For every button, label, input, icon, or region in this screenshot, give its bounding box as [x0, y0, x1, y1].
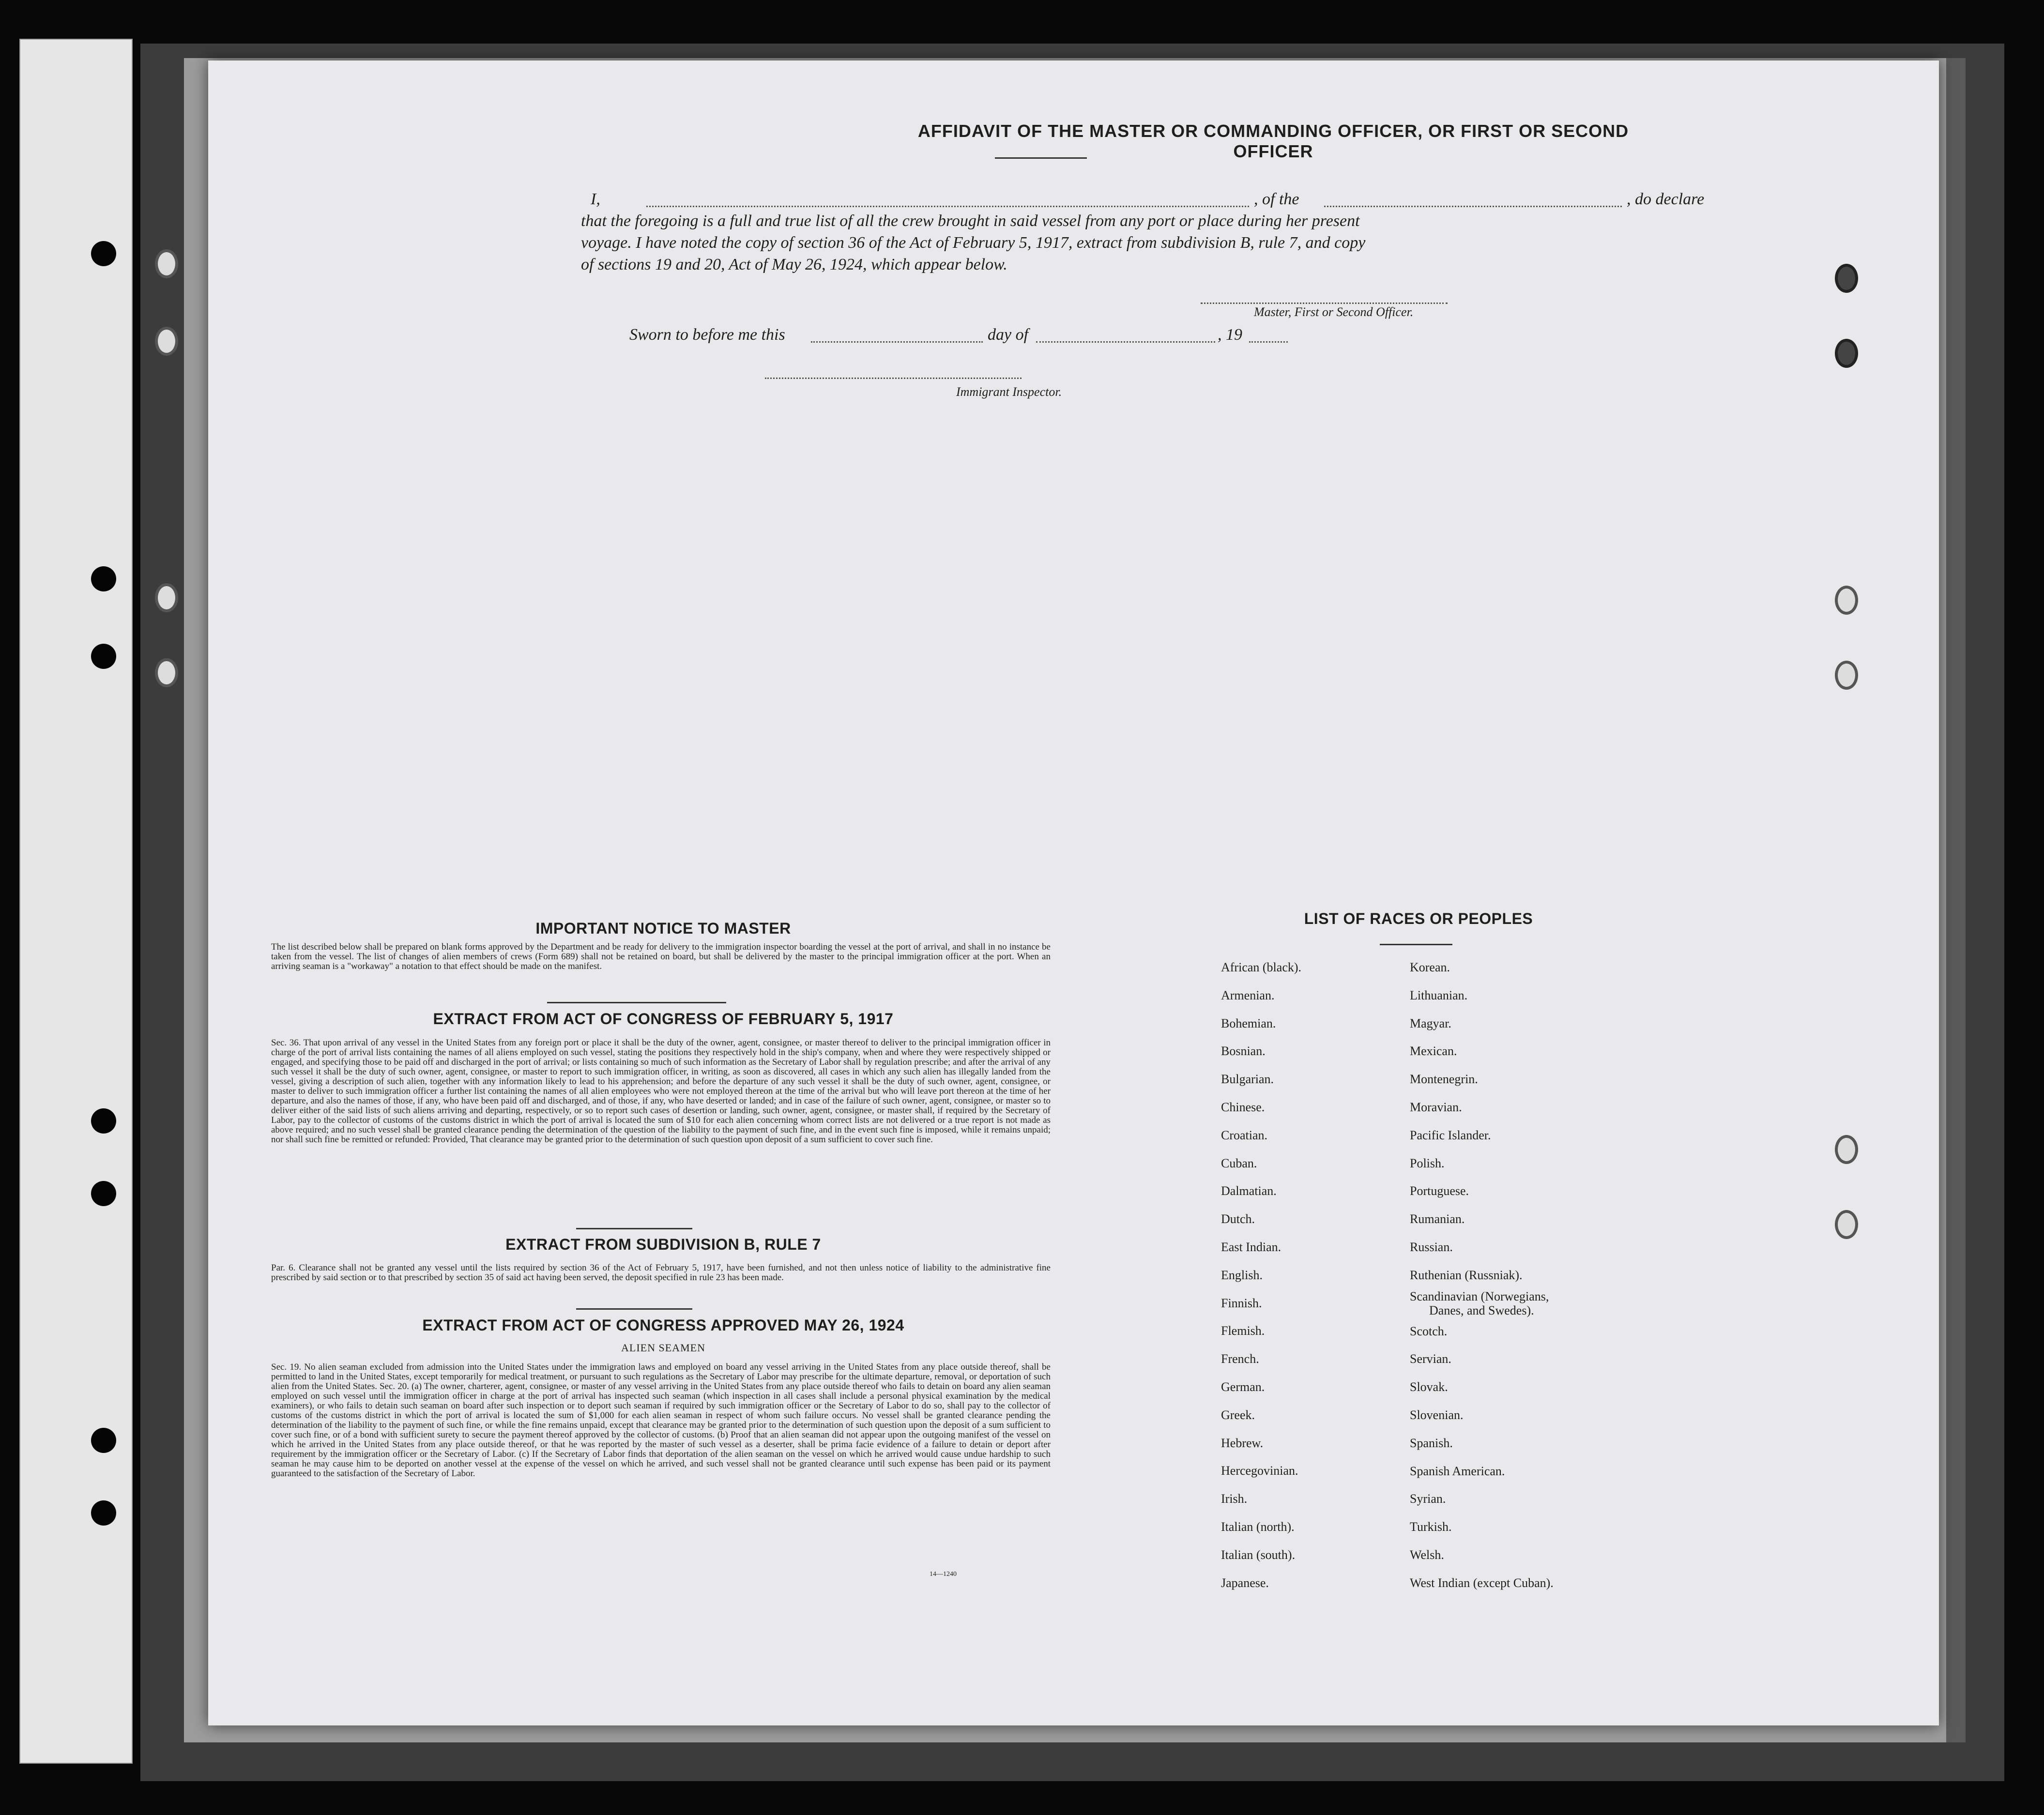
of-the-label: , of the	[1254, 190, 1299, 208]
inspector-caption: Immigrant Inspector.	[956, 385, 1062, 399]
ring-hole	[1835, 339, 1858, 368]
race-item: Finnish.	[1221, 1296, 1262, 1310]
race-item: Irish.	[1221, 1492, 1248, 1506]
declarant-label: I,	[591, 190, 600, 208]
binder-hole	[91, 1108, 116, 1134]
race-item: Hebrew.	[1221, 1436, 1264, 1450]
race-item: Welsh.	[1410, 1547, 1444, 1562]
subdivision-b-title: EXTRACT FROM SUBDIVISION B, RULE 7	[505, 1236, 821, 1253]
sworn-label: Sworn to before me this	[629, 326, 785, 344]
vessel-name-field[interactable]	[1324, 206, 1622, 207]
race-item: French.	[1221, 1352, 1259, 1366]
ring-hole	[1835, 1210, 1858, 1239]
ring-hole	[155, 583, 178, 612]
sworn-month-field[interactable]	[1036, 341, 1215, 343]
race-item: English.	[1221, 1268, 1263, 1282]
race-item: Syrian.	[1410, 1492, 1446, 1506]
race-item: Hercegovinian.	[1221, 1464, 1298, 1478]
notice-title: IMPORTANT NOTICE TO MASTER	[535, 920, 791, 937]
race-item: Spanish American.	[1410, 1464, 1505, 1478]
race-item: Polish.	[1410, 1156, 1445, 1170]
race-item: Magyar.	[1410, 1016, 1451, 1030]
do-declare-label: , do declare	[1627, 190, 1705, 208]
race-item: Moravian.	[1410, 1100, 1462, 1114]
race-item: Turkish.	[1410, 1520, 1452, 1534]
race-item: Lithuanian.	[1410, 988, 1468, 1002]
race-item: Portuguese.	[1410, 1184, 1469, 1198]
binder-hole	[91, 644, 116, 669]
race-item: Greek.	[1221, 1407, 1255, 1422]
ring-hole	[1835, 586, 1858, 615]
race-item: East Indian.	[1221, 1240, 1281, 1254]
race-item: Scotch.	[1410, 1324, 1448, 1338]
binder-hole	[91, 1181, 116, 1206]
race-item: Croatian.	[1221, 1128, 1268, 1142]
affidavit-text-line: that the foregoing is a full and true list of all the crew brought in said vessel from any port or place during her present	[581, 212, 1360, 230]
race-item: Japanese.	[1221, 1575, 1269, 1590]
inspector-signature-field[interactable]	[765, 378, 1022, 379]
race-item: African (black).	[1221, 960, 1302, 974]
extract-1917-title: EXTRACT FROM ACT OF CONGRESS OF FEBRUARY 5, 1917	[433, 1010, 894, 1028]
affidavit-title: AFFIDAVIT OF THE MASTER OR COMMANDING OFFICER, OR FIRST OR SECOND OFFICER	[917, 121, 1629, 161]
section-rule	[576, 1308, 692, 1310]
binder-strip	[19, 39, 133, 1764]
race-item: Ruthenian (Russniak).	[1410, 1268, 1523, 1282]
race-item: Spanish.	[1410, 1436, 1453, 1450]
race-item: Dalmatian.	[1221, 1184, 1277, 1198]
race-item: Danes, and Swedes).	[1429, 1303, 1534, 1317]
races-title-rule	[1380, 944, 1452, 945]
section-rule	[547, 1002, 726, 1003]
title-rule	[995, 157, 1087, 159]
races-list-left	[1221, 953, 1301, 1597]
race-item: Italian (south).	[1221, 1547, 1296, 1562]
sworn-day-field[interactable]	[811, 341, 983, 343]
race-item: Servian.	[1410, 1352, 1451, 1366]
extract-1924-subtitle: ALIEN SEAMEN	[621, 1342, 705, 1354]
binder-hole	[91, 1500, 116, 1526]
affidavit-text-line: voyage. I have noted the copy of section 36 of the Act of February 5, 1917, extract from subdivision B, rule 7, and copy	[581, 234, 1366, 252]
races-list-right	[1410, 953, 1554, 1597]
binder-hole	[91, 566, 116, 591]
race-item: Pacific Islander.	[1410, 1128, 1491, 1142]
race-item: Scandinavian (Norwegians,	[1410, 1289, 1549, 1303]
race-item: Armenian.	[1221, 988, 1275, 1002]
race-item: German.	[1221, 1379, 1265, 1394]
race-item: West Indian (except Cuban).	[1410, 1575, 1554, 1590]
notice-body: The list described below shall be prepared on blank forms approved by the Department and be ready for delivery to the immigration inspector boarding the vessel at the port of arrival, and shall in no instance be taken from the vessel. The list of changes of alien members of crews (Form 689) shall not be retained on board, but shall be delivered by the master to the principal immigration officer at the port. When an arriving seaman is a "workaway" a notation to that effect should be made on the manifest.	[271, 942, 1051, 971]
ring-hole	[1835, 1135, 1858, 1164]
subdivision-b-body: Par. 6. Clearance shall not be granted any vessel until the lists required by section 36 of the Act of February 5, 1917, have been furnished, and not then unless notice of liability to the administrative fine prescribed by said section or to that prescribed by section 35 of said act having been served, the deposit specified in rule 23 has been made.	[271, 1263, 1051, 1283]
day-of-label: day of	[988, 326, 1029, 344]
year-label: , 19	[1218, 326, 1242, 344]
extract-1924-body: Sec. 19. No alien seaman excluded from admission into the United States under the immigration laws and employed on board any vessel arriving in the United States from any place outside thereof, shall be permitted to land in the United States, except temporarily for medical treatment, or pursuant to such regulations as the Secretary of Labor may prescribe for the ultimate departure, removal, or deportation of such alien from the United States. Sec. 20. (a) The owner, charterer, agent, consignee, or master of any vessel arriving in the United States from any place outside thereof who fails to detain on board any alien seaman employed on such vessel until the immigration officer in charge at the port of arrival has inspected such seaman (which inspection in all cases shall include a personal physical examination by the medical examiners), or who fails to detain such seaman on board after such inspection or to deport such seaman if required by such immigration officer or the Secretary of Labor to do so, shall pay to the collector of customs of the customs district in which the port of arrival is located the sum of $1,000 for each alien seaman in respect of whom such failure occurs. No vessel shall be granted clearance pending the determination of the liability to the payment of such fine, or while the fine remains unpaid, except that clearance may be granted prior to the determination of such question upon the deposit of a sum sufficient to cover such fine, or of a bond with sufficient surety to secure the payment thereof approved by the collector of customs. (b) Proof that an alien seaman did not appear upon the outgoing manifest of the vessel on which he arrived in the United States from any place outside thereof, or that he was reported by the master of such vessel as a deserter, shall be prima facie evidence of a failure to detain or deport after requirement by the immigration officer or the Secretary of Labor. (c) If the Secretary of Labor finds that deportation of the alien seaman on the vessel on which he arrived would cause undue hardship to such seaman he may cause him to be deported on another vessel at the expense of the vessel on which he arrived, and such vessel shall not be granted clearance until such expense has been paid or its payment guaranteed to the satisfaction of the Secretary of Labor.	[271, 1362, 1051, 1479]
ring-hole	[155, 327, 178, 356]
binder-hole	[91, 1428, 116, 1453]
ring-hole	[1835, 264, 1858, 293]
extract-1917-body: Sec. 36. That upon arrival of any vessel in the United States from any foreign port or place it shall be the duty of the owner, agent, consignee, or master thereof to deliver to the principal immigration officer in charge of the port of arrival lists containing the names of all aliens employed on such vessel, stating the positions they respectively hold in the ship's company, when and where they were respectively shipped or engaged, and specifying those to be paid off and discharged in the port of arrival; or lists containing so much of such information as the Secretary of Labor shall by regulation prescribe; and after the arrival of any such vessel it shall be the duty of such owner, agent, consignee, or master to report to such immigration officer, in writing, as soon as discovered, all cases in which any such alien has illegally landed from the vessel, giving a description of such alien, together with any information likely to lead to his apprehension; and before the departure of any such vessel it shall be the duty of such owner, agent, consignee, or master to deliver to such immigration officer a further list containing the names of all alien employees who were not employed thereon at the time of the arrival but who will leave port thereon at the time of her departure, and also the names of those, if any, who have been paid off and discharged, and of those, if any, who have deserted or landed; and in case of the failure of such owner, agent, consignee, or master so to deliver either of the said lists of such aliens arriving and departing, respectively, or so to report such cases of desertion or landing, such owner, agent, consignee, or master shall, if required by the Secretary of Labor, pay to the collector of customs of the customs district in which the port of arrival is located the sum of $10 for each alien concerning whom correct lists are not delivered or a true report is not made as above required; and no such vessel shall be granted clearance pending the determination of the question of the liability to the payment of such fine, and in the event such fine is imposed, while it remains unpaid; nor shall such fine be remitted or refunded: Provided, That clearance may be granted prior to the determination of such question upon deposit of a sum sufficient to cover such fine.	[271, 1038, 1051, 1145]
master-signature-field[interactable]	[1201, 302, 1448, 304]
form-page	[208, 60, 1939, 1725]
race-item: Cuban.	[1221, 1156, 1257, 1170]
race-item: Italian (north).	[1221, 1519, 1295, 1534]
races-title: LIST OF RACES OR PEOPLES	[1304, 910, 1533, 927]
ring-hole	[1835, 661, 1858, 690]
race-item: Korean.	[1410, 960, 1450, 974]
race-item: Slovak.	[1410, 1380, 1448, 1394]
race-item: Slovenian.	[1410, 1407, 1464, 1422]
extract-1924-title: EXTRACT FROM ACT OF CONGRESS APPROVED MAY 26, 1924	[422, 1316, 904, 1334]
form-number: 14—1240	[930, 1571, 957, 1578]
ring-hole	[155, 249, 178, 278]
race-item: Flemish.	[1221, 1324, 1265, 1338]
section-rule	[576, 1228, 692, 1229]
declarant-name-field[interactable]	[646, 206, 1249, 207]
sworn-year-field[interactable]	[1249, 341, 1288, 343]
race-item: Chinese.	[1221, 1100, 1265, 1114]
binder-hole	[91, 241, 116, 266]
race-item: Dutch.	[1221, 1212, 1255, 1226]
race-item: Montenegrin.	[1410, 1072, 1478, 1087]
race-item: Bulgarian.	[1221, 1072, 1274, 1087]
race-item: Bohemian.	[1221, 1016, 1276, 1030]
affidavit-text-line: of sections 19 and 20, Act of May 26, 1924, which appear below.	[581, 256, 1007, 273]
race-item: Rumanian.	[1410, 1212, 1465, 1226]
ring-hole	[155, 658, 178, 687]
master-caption: Master, First or Second Officer.	[1254, 305, 1414, 319]
race-item: Mexican.	[1410, 1044, 1457, 1059]
race-item: Russian.	[1410, 1240, 1453, 1254]
race-item: Bosnian.	[1221, 1044, 1266, 1059]
